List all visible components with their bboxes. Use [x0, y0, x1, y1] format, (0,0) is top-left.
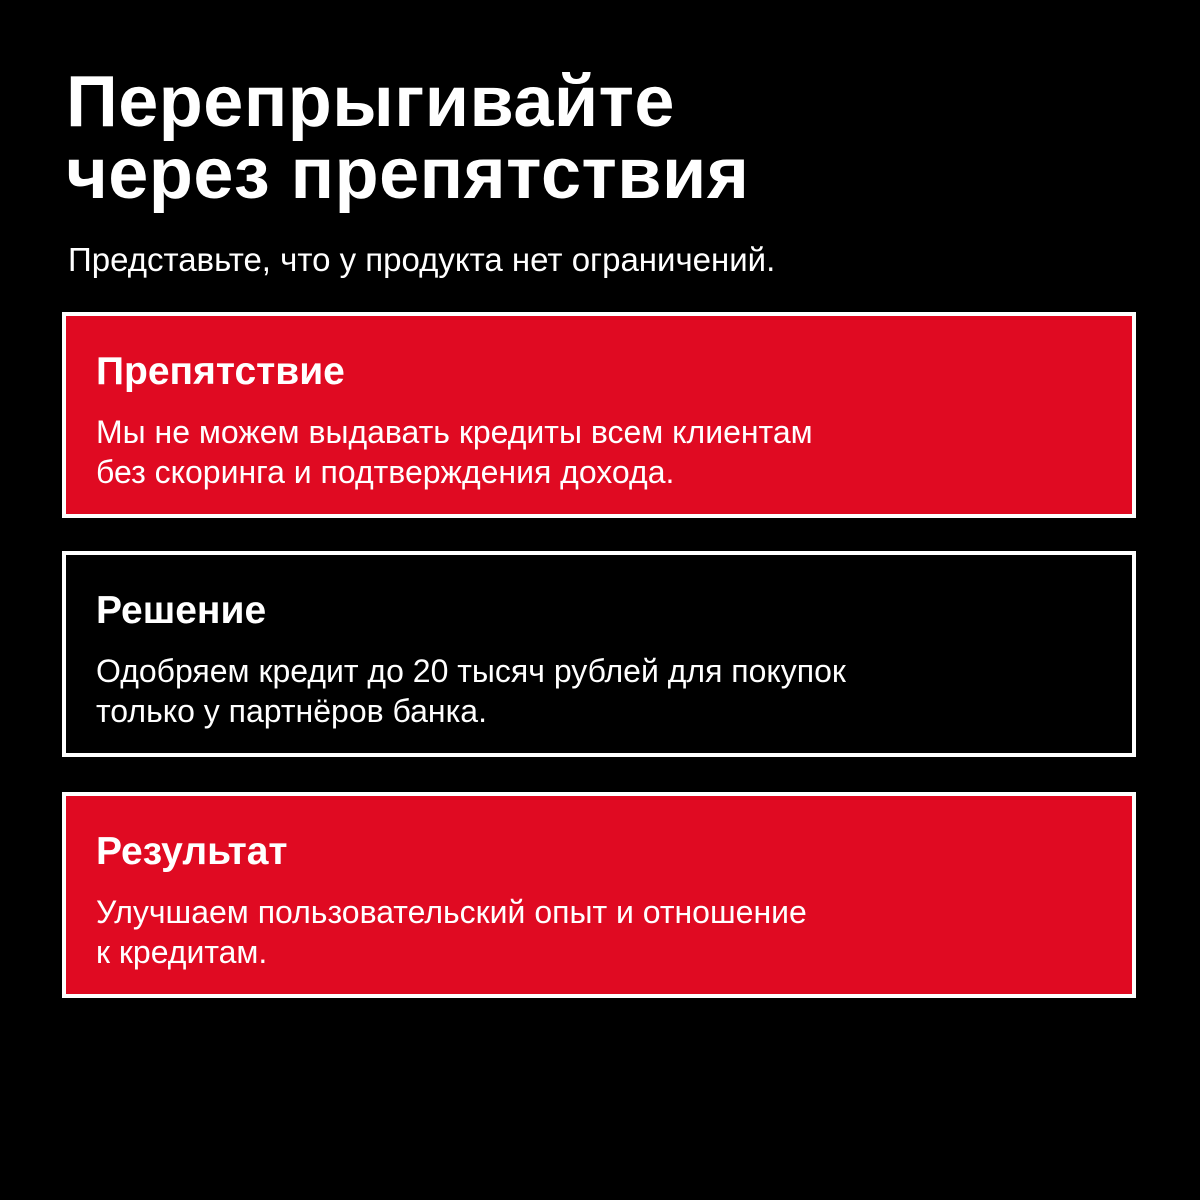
card-obstacle-text-line-2: без скоринга и подтверждения дохода.	[96, 454, 675, 490]
page-title	[66, 62, 1146, 214]
card-solution-text-line-2: только у партнёров банка.	[96, 693, 487, 729]
card-result-heading: Результат	[96, 830, 288, 873]
card-obstacle-text-line-1: Мы не можем выдавать кредиты всем клиентам	[96, 414, 813, 450]
card-obstacle-text	[96, 412, 1096, 492]
card-result-text-line-2: к кредитам.	[96, 934, 268, 970]
page-subtitle: Представьте, что у продукта нет ограничений.	[68, 241, 776, 278]
card-solution-text-line-1: Одобряем кредит до 20 тысяч рублей для покупок	[96, 653, 846, 689]
card-result	[62, 792, 1136, 998]
card-result-text	[96, 892, 1096, 972]
card-solution	[62, 551, 1136, 757]
card-obstacle	[62, 312, 1136, 518]
card-result-text-line-1: Улучшаем пользовательский опыт и отношение	[96, 894, 807, 930]
page-title-line-2: через препятствия	[66, 134, 750, 214]
card-obstacle-heading: Препятствие	[96, 350, 345, 393]
card-solution-text	[96, 651, 1096, 731]
card-solution-heading: Решение	[96, 589, 267, 632]
page-title-line-1: Перепрыгивайте	[66, 62, 675, 142]
